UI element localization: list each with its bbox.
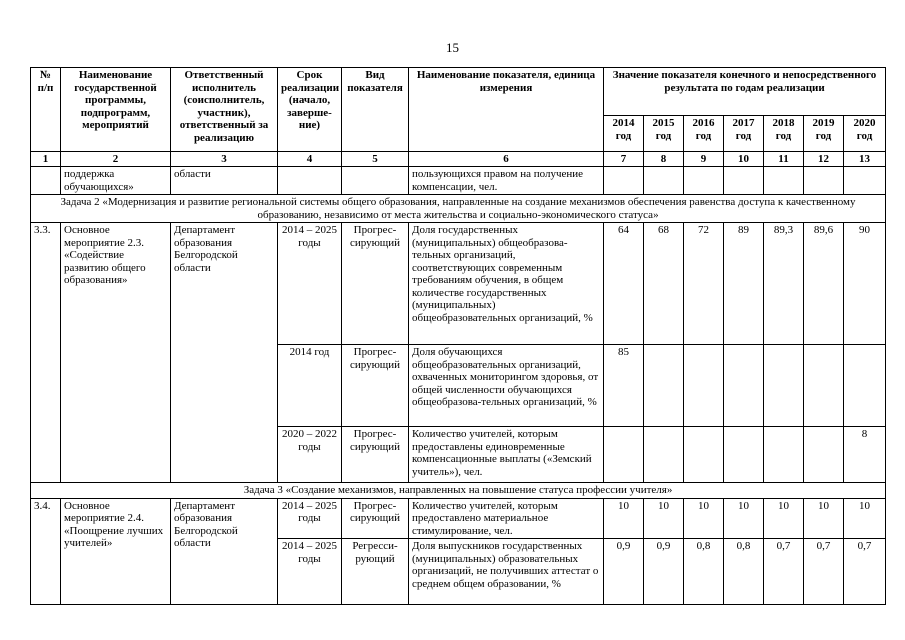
header-kind: Вид показателя [342,68,409,152]
value-cell: 90 [844,223,886,345]
executor: области [171,167,278,195]
value-cell: 0,9 [644,539,684,605]
col-number: 2 [61,152,171,167]
measure-name: Основное мероприятие 2.4. «Поощрение лучших учителей» [61,498,171,605]
value-cell: 10 [724,498,764,539]
value-cell [684,345,724,427]
row-number: 3.3. [31,223,61,483]
col-number: 1 [31,152,61,167]
value-cell: 85 [604,345,644,427]
indicator-name: Доля государственных (муниципальных) общеобразова-тельных организаций, соответствующих современным требованиям обучения, в общем количестве государственных (муниципальных) общеобразовательных организаций, % [409,223,604,345]
task-3-heading: Задача 3 «Создание механизмов, направленных на повышение статуса профессии учителя» [31,483,886,499]
value-cell: 0,9 [604,539,644,605]
indicator-name: Количество учителей, которым предоставлены единовременные компенсационные выплаты («Земский учитель»), чел. [409,427,604,483]
header-indicator: Наименование показателя, единица измерения [409,68,604,152]
indicator-name: Доля обучающихся общеобразовательных организаций, охваченных мониторингом здоровья, от общей численности обучающихся общеобразова-тельных организаций, % [409,345,604,427]
term: 2014 год [278,345,342,427]
value-cell [684,427,724,483]
header-year: 2019 год [804,116,844,152]
value-cell: 0,7 [804,539,844,605]
col-number: 13 [844,152,886,167]
indicator-kind: Регресси-рующий [342,539,409,605]
task-2-heading: Задача 2 «Модернизация и развитие региональной системы общего образования, направленные на создание механизмов обеспечения равенства доступа к качественному образованию, независимо от места жительства и социально-экономического статуса» [31,195,886,223]
table-row [31,223,886,345]
term: 2014 – 2025 годы [278,223,342,345]
col-number: 6 [409,152,604,167]
table-row [31,498,886,539]
value-cell: 89,3 [764,223,804,345]
indicator-name: Количество учителей, которым предоставлено материальное стимулирование, чел. [409,498,604,539]
term: 2014 – 2025 годы [278,498,342,539]
table-row [31,167,886,195]
col-number: 9 [684,152,724,167]
value-cell [764,345,804,427]
value-cell: 10 [684,498,724,539]
executor: Департамент образования Белгородской области [171,498,278,605]
col-number: 8 [644,152,684,167]
value-cell: 0,8 [724,539,764,605]
value-cell: 10 [644,498,684,539]
value-cell [844,345,886,427]
col-number: 10 [724,152,764,167]
page-number: 15 [446,40,459,55]
value-cell: 64 [604,223,644,345]
value-cell [764,427,804,483]
indicators-table [30,67,886,605]
indicator-name: пользующихся правом на получение компенсации, чел. [409,167,604,195]
header-year: 2020 год [844,116,886,152]
value-cell [724,427,764,483]
indicator-kind: Прогрес-сирующий [342,223,409,345]
value-cell [604,427,644,483]
header-name: Наименование государственной программы, подпрограмм, мероприятий [61,68,171,152]
indicator-kind: Прогрес-сирующий [342,345,409,427]
value-cell: 0,7 [764,539,804,605]
measure-name: поддержка обучающихся» [61,167,171,195]
term: 2020 – 2022 годы [278,427,342,483]
row-number: 3.4. [31,498,61,605]
header-year: 2018 год [764,116,804,152]
value-cell: 10 [844,498,886,539]
col-number: 7 [604,152,644,167]
header-year: 2014 год [604,116,644,152]
value-cell [724,345,764,427]
col-number: 12 [804,152,844,167]
value-cell [804,345,844,427]
indicator-name: Доля выпускников государственных (муниципальных) образовательных организаций, не получивших аттестат о среднем общем образовании, % [409,539,604,605]
value-cell [644,345,684,427]
executor: Департамент образования Белгородской области [171,223,278,483]
header-term: Срок реализации (начало, заверше-ние) [278,68,342,152]
value-cell: 0,8 [684,539,724,605]
value-cell: 89 [724,223,764,345]
value-cell: 68 [644,223,684,345]
value-cell: 72 [684,223,724,345]
header-year: 2015 год [644,116,684,152]
value-cell: 8 [844,427,886,483]
indicator-kind: Прогрес-сирующий [342,427,409,483]
header-year: 2017 год [724,116,764,152]
col-number: 3 [171,152,278,167]
value-cell: 10 [604,498,644,539]
value-cell: 10 [804,498,844,539]
col-number: 5 [342,152,409,167]
col-number: 11 [764,152,804,167]
value-cell: 89,6 [804,223,844,345]
measure-name: Основное мероприятие 2.3. «Содействие развитию общего образования» [61,223,171,483]
col-number: 4 [278,152,342,167]
value-cell: 0,7 [844,539,886,605]
value-cell [804,427,844,483]
value-cell [644,427,684,483]
header-values: Значение показателя конечного и непосредственного результата по годам реализации [604,68,886,116]
header-year: 2016 год [684,116,724,152]
header-executor: Ответственный исполнитель (соисполнитель, участник), ответственный за реализацию [171,68,278,152]
term: 2014 – 2025 годы [278,539,342,605]
value-cell: 10 [764,498,804,539]
header-num: № п/п [31,68,61,152]
indicator-kind: Прогрес-сирующий [342,498,409,539]
